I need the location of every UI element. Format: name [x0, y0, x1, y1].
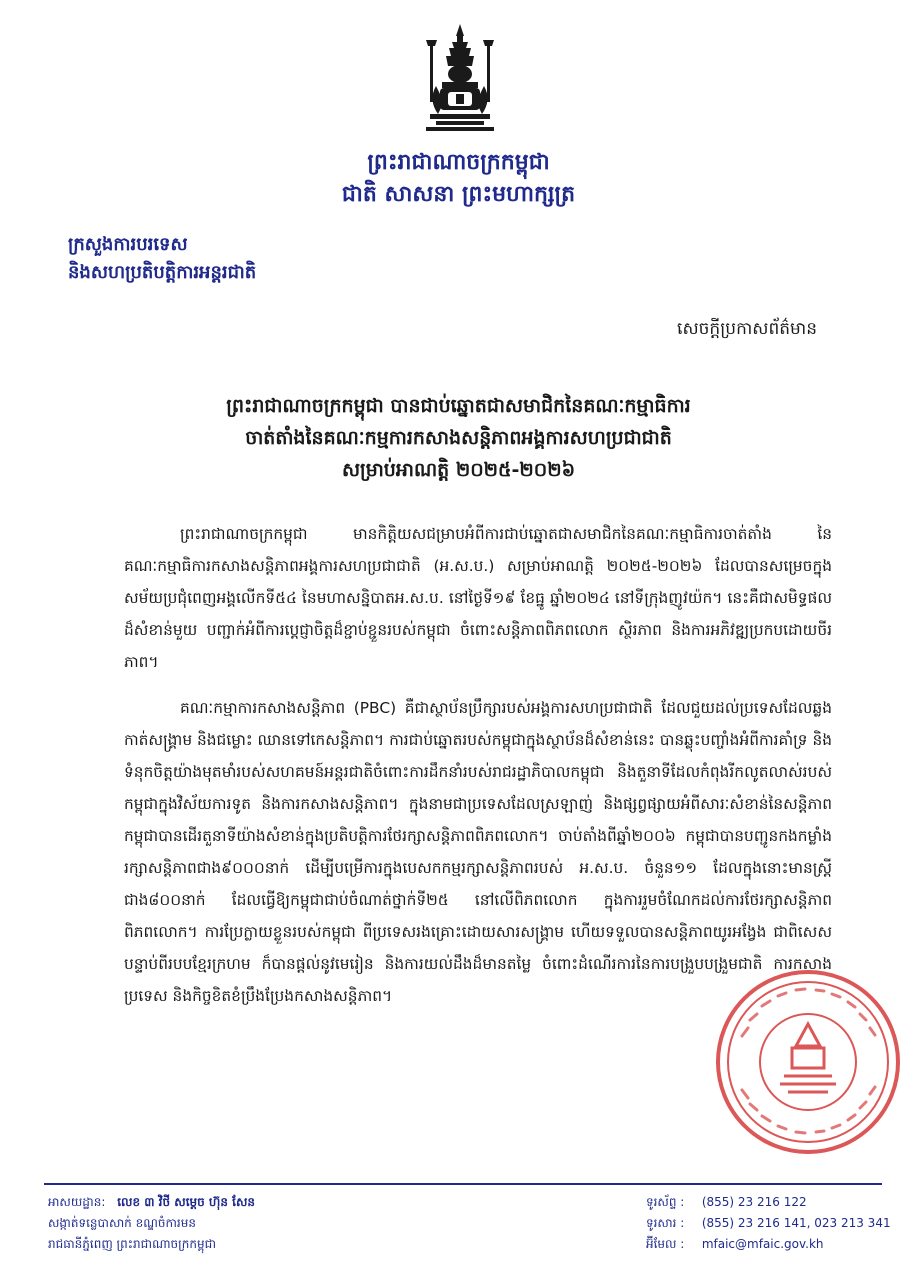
title-line2: ចាត់តាំងនៃគណៈកម្មការកសាងសន្តិភាពអង្គការសហប្រជាជាតិ [245, 427, 672, 449]
royal-emblem-icon [422, 22, 498, 134]
ministry-name-line1: ក្រសួងការបរទេស [68, 234, 188, 255]
address-line1: លេខ ៣ វិថី សម្តេច ហ៊ុន សែន [117, 1195, 255, 1209]
body-paragraph-2: គណៈកម្មាការកសាងសន្តិភាព (PBC) គឺជាស្ថាប័នប្រឹក្សារបស់អង្គការសហប្រជាជាតិ ដែលជួយដល់ប្រទេសដែលឆ្លងកាត់សង្គ្រាម និងជម្លោះ ឈានទៅកេសន្តិភាព។ ការជាប់ឆ្នោតរបស់កម្ពុជាក្នុងស្ថាប័នដ៏សំខាន់នេះ បានឆ្លុះបញ្ចាំងអំពីការគាំទ្រ និងទំនុកចិត្តយ៉ាងមុតមាំរបស់សហគមន៍អន្តរជាតិចំពោះការដឹកនាំរបស់រាជរដ្ឋាភិបាលកម្ពុជា និងតួនាទីដែលកំពុងរីកលូតលាស់របស់កម្ពុជាក្នុងវិស័យការទូត និងការកសាងសន្តិភាព។ ក្នុងនាមជាប្រទេសដែលស្រឡាញ់ និងផ្សព្វផ្សាយអំពីសារៈសំខាន់នៃសន្តិភាព កម្ពុជាបានដើរតួនាទីយ៉ាងសំខាន់ក្នុងប្រតិបត្តិការថែរក្សាសន្តិភាពពិភពលោក។ ចាប់តាំងពីឆ្នាំ២០០៦ កម្ពុជាបានបញ្ជូនកងកម្លាំងរក្សាសន្តិភាពជាង៩០០០នាក់ ដើម្បីបម្រើការក្នុងបេសកកម្មរក្សាសន្តិភាពរបស់ អ.ស.ប. ចំនួន១១ ដែលក្នុងនោះមានស្ត្រីជាង៨០០នាក់ ដែលធ្វើឱ្យកម្ពុជាជាប់ចំណាត់ថ្នាក់ទី២៥ នៅលើពិភពលោក ក្នុងការរួមចំណែកដល់ការថែរក្សាសន្តិភាពពិភពលោក។ ការប្រែក្លាយខ្លួនរបស់កម្ពុជា ពីប្រទេសរងគ្រោះដោយសារសង្គ្រាម ហើយទទួលបានសន្តិភាពយូរអង្វែង ជាពិសេសបន្ទាប់ពីរបបខ្មែរក្រហម ក៏បានផ្តល់នូវមេរៀន និងការយល់ដឹងដ៏មានតម្លៃ ចំពោះដំណើរការនៃការបង្រួបបង្រួមជាតិ ការកសាងប្រទេស និងកិច្ចខិតខំប្រឹងប្រែងកសាងសន្តិភាព។ [124, 699, 832, 1005]
tel-label: ទូរស័ព្ទ : [646, 1195, 685, 1209]
fax-value: (855) 23 216 141, 023 213 341 [701, 1216, 891, 1230]
footer-contacts [646, 1192, 891, 1255]
email-label: អ៊ីមែល : [646, 1237, 685, 1251]
document-type: សេចក្តីប្រកាសព័ត៌មាន [677, 319, 817, 339]
address-label: អាសយដ្ឋាន: [48, 1195, 106, 1209]
title-line3: សម្រាប់អាណត្តិ ២០២៥-២០២៦ [341, 459, 576, 481]
footer-address [48, 1192, 255, 1255]
kingdom-name: ព្រះរាជាណាចក្រកម្ពុជា [367, 150, 550, 175]
ministry-name-line2: និងសហប្រតិបត្តិការអន្តរជាតិ [68, 262, 257, 283]
address-line2: សង្កាត់ទន្លេបាសាក់ ខណ្ឌចំការមន [48, 1216, 196, 1230]
address-line3: រាជធានីភ្នំពេញ ព្រះរាជាណាចក្រកម្ពុជា [48, 1237, 216, 1251]
national-motto: ជាតិ សាសនា ព្រះមហាក្សត្រ [341, 182, 576, 207]
tel-value: (855) 23 216 122 [701, 1195, 807, 1209]
email-link[interactable]: mfaic@mfaic.gov.kh [701, 1237, 824, 1251]
fax-label: ទូរសារ : [646, 1216, 685, 1230]
footer-divider [44, 1183, 882, 1185]
title-line1: ព្រះរាជាណាចក្រកម្ពុជា បានជាប់ឆ្នោតជាសមាជិកនៃគណៈកម្មាធិការ [226, 395, 691, 417]
body-paragraph-1: ព្រះរាជាណាចក្រកម្ពុជា មានកិត្តិយសជម្រាបអំពីការជាប់ឆ្នោតជាសមាជិកនៃគណៈកម្មាធិការចាត់តាំង នៃគណៈកម្មាធិការកសាងសន្តិភាពអង្គការសហប្រជាជាតិ (អ.ស.ប.) សម្រាប់អាណត្តិ ២០២៥-២០២៦ ដែលបានសម្រេចក្នុងសម័យប្រជុំពេញអង្គលើកទី៥៤ នៃមហាសន្និបាតអ.ស.ប. នៅថ្ងៃទី១៩ ខែធ្នូ ឆ្នាំ២០២៤ នៅទីក្រុងញូវយ៉ក។ នេះគឺជាសមិទ្ធផលដ៏សំខាន់មួយ បញ្ជាក់អំពីការប្តេជ្ញាចិត្តដ៏ខ្ជាប់ខ្ជួនរបស់កម្ពុជា ចំពោះសន្តិភាពពិភពលោក ស្ថិរភាព និងការអភិវឌ្ឍប្រកបដោយចីរភាព។ [124, 525, 832, 671]
document-body [124, 518, 832, 1026]
official-seal-icon [712, 966, 904, 1158]
